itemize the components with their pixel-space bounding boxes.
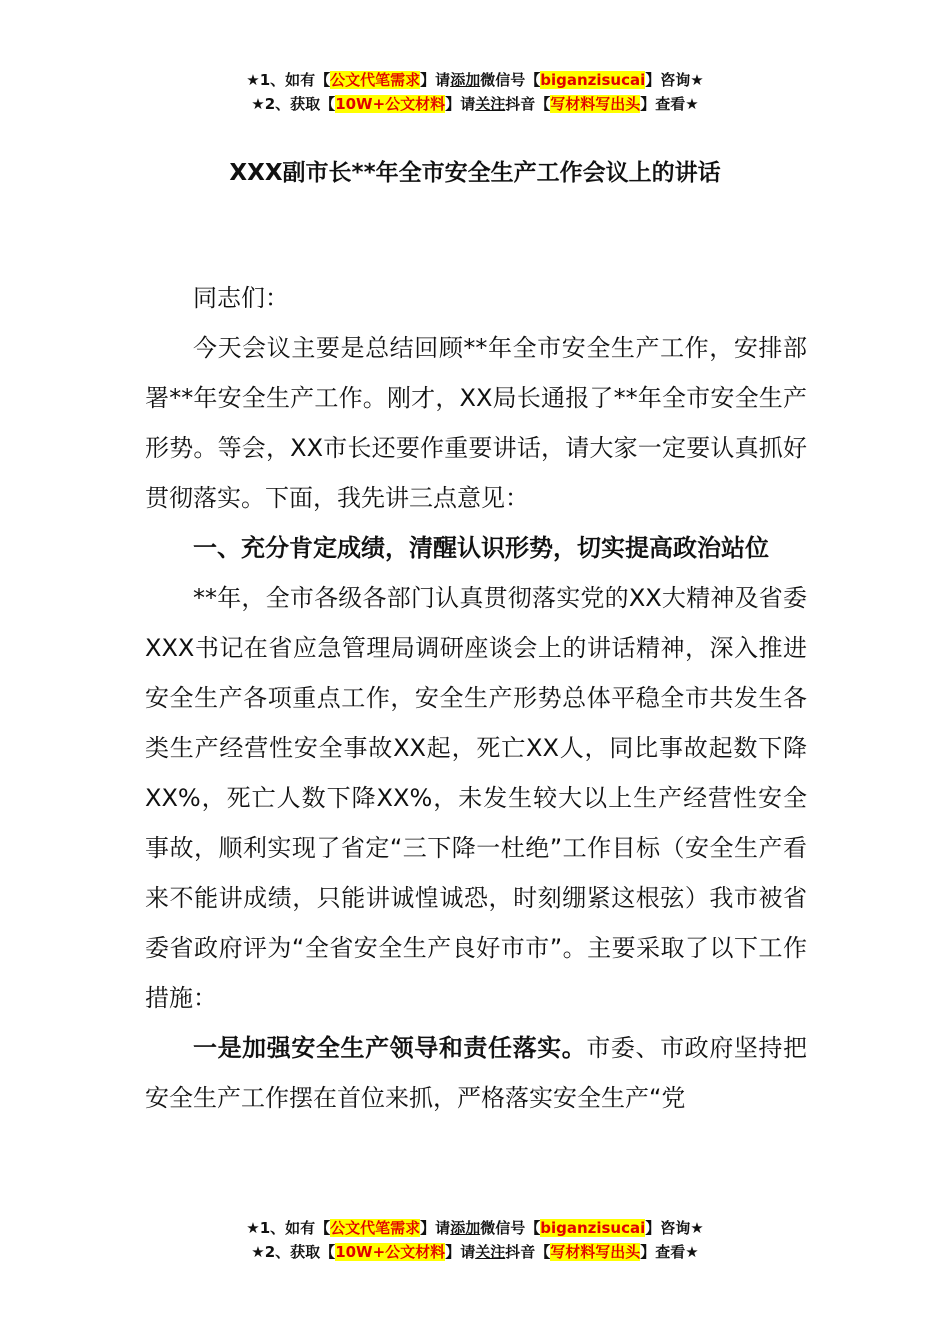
banner-text: 微信号【 xyxy=(480,1219,541,1237)
footer-banner xyxy=(0,1216,950,1264)
paragraph xyxy=(145,1023,807,1123)
banner-text: 】请 xyxy=(420,1219,451,1237)
banner-underline: 添加 xyxy=(450,71,481,89)
banner-text: 抖音【 xyxy=(505,95,551,113)
banner-underline: 关注 xyxy=(475,1243,506,1261)
banner-highlight: 写材料写出头 xyxy=(550,95,641,113)
banner-highlight: biganzisucai xyxy=(540,71,646,89)
greeting: 同志们： xyxy=(193,284,289,312)
banner-text: 】请 xyxy=(445,95,476,113)
banner-text: ★2、获取【 xyxy=(251,95,336,113)
banner-text: 抖音【 xyxy=(505,1243,551,1261)
banner-text: 】咨询★ xyxy=(645,71,704,89)
banner-highlight: 10W+公文材料 xyxy=(335,95,446,113)
paragraph: 今天会议主要是总结回顾**年全市安全生产工作，安排部署**年安全生产工作。刚才，XX局长通报了**年全市安全生产形势。等会，XX市长还要作重要讲话，请大家一定要认真抓好贯彻落实。下面，我先讲三点意见： xyxy=(145,334,807,512)
banner-highlight: 公文代笔需求 xyxy=(330,71,421,89)
document-title: XXX副市长**年全市安全生产工作会议上的讲话 xyxy=(229,160,721,186)
banner-text: 】查看★ xyxy=(640,95,699,113)
banner-line-1 xyxy=(0,1216,950,1240)
banner-text: 】咨询★ xyxy=(645,1219,704,1237)
banner-underline: 添加 xyxy=(450,1219,481,1237)
banner-underline: 关注 xyxy=(475,95,506,113)
banner-line-2 xyxy=(0,1240,950,1264)
banner-highlight: biganzisucai xyxy=(540,1219,646,1237)
banner-text: 】请 xyxy=(445,1243,476,1261)
paragraph-lead: 一是加强安全生产领导和责任落实。 xyxy=(193,1034,587,1062)
banner-text: 】请 xyxy=(420,71,451,89)
banner-text: 】查看★ xyxy=(640,1243,699,1261)
paragraph-text: 市委、市政府坚持把安全生产工作摆在首位来抓，严格落实安全生产“党 xyxy=(145,1034,808,1112)
banner-line-1 xyxy=(0,68,950,92)
banner-highlight: 公文代笔需求 xyxy=(330,1219,421,1237)
banner-line-2 xyxy=(0,92,950,116)
document-body xyxy=(145,273,807,1123)
banner-text: ★1、如有【 xyxy=(246,71,331,89)
banner-text: 微信号【 xyxy=(480,71,541,89)
header-banner xyxy=(0,68,950,116)
banner-highlight: 写材料写出头 xyxy=(550,1243,641,1261)
section-heading: 一、充分肯定成绩，清醒认识形势，切实提高政治站位 xyxy=(193,534,769,562)
banner-text: ★2、获取【 xyxy=(251,1243,336,1261)
banner-text: ★1、如有【 xyxy=(246,1219,331,1237)
paragraph: **年，全市各级各部门认真贯彻落实党的XX大精神及省委XXX书记在省应急管理局调研座谈会上的讲话精神，深入推进安全生产各项重点工作，安全生产形势总体平稳全市共发生各类生产经营性安全事故XX起，死亡XX人，同比事故起数下降XX%，死亡人数下降XX%，未发生较大以上生产经营性安全事故，顺利实现了省定“三下降一杜绝”工作目标（安全生产看来不能讲成绩，只能讲诚惶诚恐，时刻绷紧这根弦）我市被省委省政府评为“全省安全生产良好市市”。主要采取了以下工作措施： xyxy=(145,584,807,1012)
banner-highlight: 10W+公文材料 xyxy=(335,1243,446,1261)
